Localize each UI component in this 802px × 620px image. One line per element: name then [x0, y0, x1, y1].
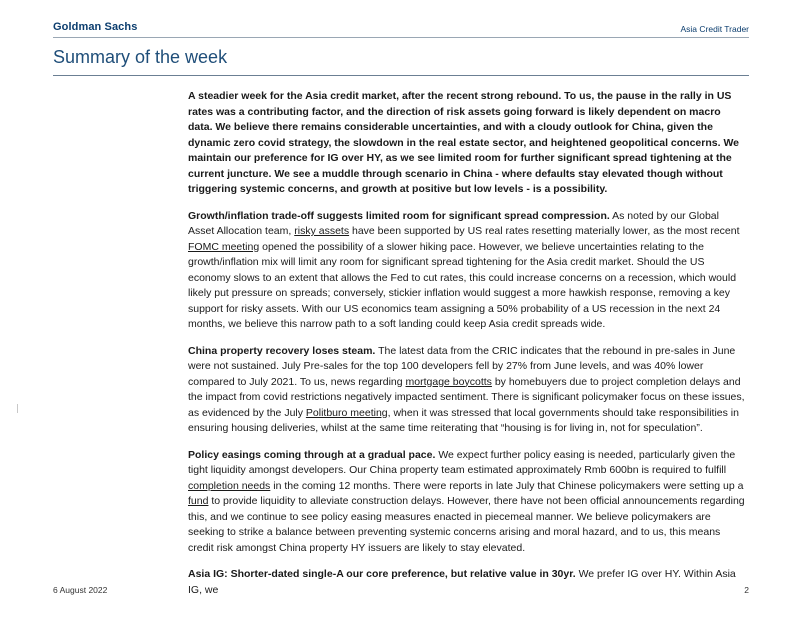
paragraph-text: to provide liquidity to alleviate construction delays. However, there have not been official announcements regarding this, and we continue to see policy easing measures enacted in piecemeal manner. We believe policymakers are seeking to strike a balance between preventing systemic concerns arising and moral hazard, and to us, this means credit risk amongst China property HY issuers are likely to stay elevated.: [188, 495, 745, 554]
risky-assets-link[interactable]: risky assets: [294, 225, 350, 237]
fomc-meeting-link[interactable]: FOMC meeting: [188, 240, 260, 253]
header-publication: Asia Credit Trader: [680, 24, 749, 34]
paragraph-heading: China property recovery loses steam.: [188, 344, 376, 357]
document-body: [188, 89, 746, 609]
paragraph-text: by homebuyers due to project completion delays and the impact from covid restrictions negatively impacted sentiment. There is significant policymaker focus on these issues, as evidenced by the July: [188, 375, 745, 419]
paragraph-policy-easings: [188, 448, 746, 557]
fund-link[interactable]: fund: [188, 495, 209, 507]
mortgage-boycotts-link[interactable]: mortgage boycotts: [405, 375, 492, 388]
paragraph-heading: Asia IG: Shorter-dated single-A our core preference, but relative value in 30yr.: [188, 568, 576, 580]
paragraph-text: , when it was stressed that local governments should take responsibilities in ensuring housing deliveries, whilst at the same time reiterating that “housing is for living in, not for speculation”.: [188, 406, 739, 434]
paragraph-text: in the coming 12 months. There were reports in late July that Chinese policymakers were setting up a: [270, 479, 744, 492]
completion-needs-link[interactable]: completion needs: [188, 479, 271, 492]
page-number: 2: [744, 585, 749, 595]
footer-date: 6 August 2022: [53, 585, 108, 595]
header-divider: [53, 37, 749, 38]
page-title: Summary of the week: [53, 47, 228, 67]
paragraph-text: We prefer IG over HY. Within Asia IG, we: [188, 568, 736, 596]
paragraph-text: have been supported by US real rates resetting materially lower, as the most recent: [349, 225, 740, 237]
politburo-meeting-link[interactable]: Politburo meeting: [305, 406, 388, 419]
header-brand: Goldman Sachs: [53, 21, 138, 33]
paragraph-asia-ig: [188, 567, 746, 598]
paragraph-heading: Policy easings coming through at a gradual pace.: [188, 448, 436, 461]
margin-mark: [17, 404, 18, 413]
paragraph-text: The latest data from the CRIC indicates that the rebound in pre-sales in June were not sustained. July Pre-sales for the top 100 developers fell by 27% from June levels, and was 40% lower compared to July 2021. To us, news regarding: [188, 344, 736, 388]
paragraph-growth-inflation: [188, 209, 746, 333]
lead-paragraph: A steadier week for the Asia credit market, after the recent strong rebound. To us, the pause in the rally in US rates was a contributing factor, and the direction of risk assets going forward is likely dependent on macro data. We believe there remains considerable uncertainties, and with a cloudy outlook for China, given the dynamic zero covid strategy, the slowdown in the real estate sector, and heightened geopolitical concerns. We maintain our preference for IG over HY, as we see limited room for further significant spread tightening at the current juncture. We see a muddle through scenario in China - where defaults stay elevated though without triggering systemic concerns, and growth at positive but low levels - is a possibility.: [188, 90, 739, 195]
paragraph-text: opened the possibility of a slower hiking pace. However, we believe uncertainties relating to the growth/inflation mix will limit any room for significant spread tightening for the Asia credit market. Should the US economy slows to an extent that allows the Fed to cut rates, this could increase concerns on a recession, which would likely put pressure on spreads; conversely, stickier inflation would suggest a more hawkish response, removing a key support for risky assets. With our US economics team assigning a 50% probability of a US recession in the next 24 months, we believe this narrow path to a soft landing could keep Asia credit spreads wide.: [188, 240, 737, 330]
paragraph-china-property: [188, 344, 746, 437]
title-divider: [53, 75, 749, 76]
paragraph-text: As noted by our Global Asset Allocation team,: [188, 209, 719, 237]
paragraph-heading: Growth/inflation trade-off suggests limited room for significant spread compression.: [188, 209, 610, 222]
paragraph-text: We expect further policy easing is needed, particularly given the tight liquidity amongst developers. Our China property team estimated approximately Rmb 600bn is required to fulfill: [188, 448, 736, 476]
